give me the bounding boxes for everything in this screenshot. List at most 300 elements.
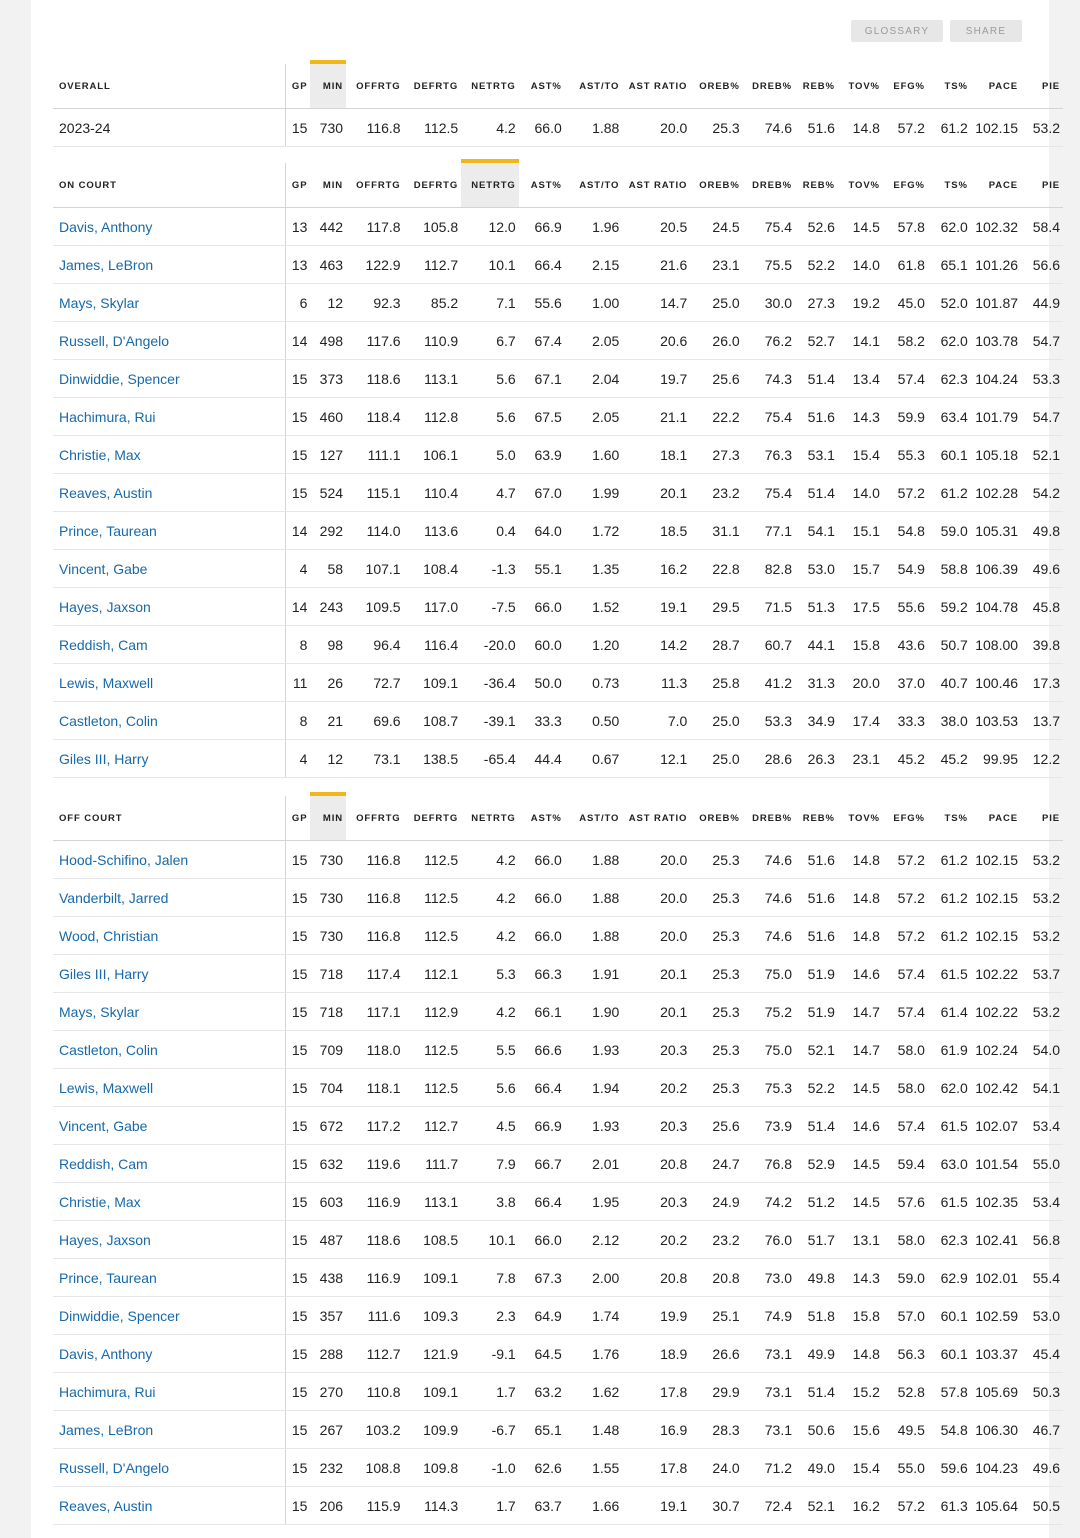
- stat-cell: 498: [310, 322, 346, 360]
- stat-cell: 4.7: [461, 474, 519, 512]
- stat-cell: 25.3: [690, 1031, 742, 1069]
- player-link[interactable]: Hachimura, Rui: [59, 408, 156, 425]
- player-cell: [53, 398, 285, 436]
- stat-cell: 64.0: [519, 512, 565, 550]
- player-link[interactable]: Castleton, Colin: [59, 1041, 158, 1058]
- player-link[interactable]: Castleton, Colin: [59, 712, 158, 729]
- column-header-pace[interactable]: PACE: [971, 62, 1021, 109]
- stat-cell: 110.9: [404, 322, 462, 360]
- stat-cell: 1.99: [565, 474, 623, 512]
- stat-cell: 61.5: [928, 955, 971, 993]
- on-court-table: [53, 159, 1060, 778]
- stat-cell: 55.0: [1021, 1145, 1063, 1183]
- stat-cell: 51.8: [795, 1297, 838, 1335]
- stat-cell: 15: [285, 474, 310, 512]
- player-link[interactable]: Prince, Taurean: [59, 522, 157, 539]
- column-header-defrtg[interactable]: DEFRTG: [404, 161, 462, 208]
- column-header-pie[interactable]: PIE: [1021, 794, 1063, 841]
- stat-cell: 25.3: [690, 955, 742, 993]
- player-link[interactable]: Russell, D'Angelo: [59, 1459, 170, 1476]
- stat-cell: 63.7: [519, 1487, 565, 1525]
- stat-cell: 14.7: [838, 1031, 883, 1069]
- stat-cell: 8: [285, 702, 310, 740]
- stat-cell: 1.88: [565, 879, 623, 917]
- stat-cell: 53.2: [1021, 917, 1063, 955]
- stat-cell: 14.2: [622, 626, 690, 664]
- stat-cell: 51.4: [795, 474, 838, 512]
- column-header-dreb-pct[interactable]: DREB%: [743, 62, 795, 109]
- stat-cell: 2.04: [565, 360, 623, 398]
- stat-cell: 75.0: [743, 955, 795, 993]
- column-header-dreb-pct[interactable]: DREB%: [743, 794, 795, 841]
- player-cell: [53, 1373, 285, 1411]
- player-link[interactable]: Davis, Anthony: [59, 1345, 153, 1362]
- stat-cell: 704: [310, 1069, 346, 1107]
- player-cell: [53, 436, 285, 474]
- stat-cell: 55.3: [883, 436, 928, 474]
- column-header-defrtg[interactable]: DEFRTG: [404, 794, 462, 841]
- player-link[interactable]: Vincent, Gabe: [59, 560, 148, 577]
- stat-cell: 62.9: [928, 1259, 971, 1297]
- column-header-tov-pct[interactable]: TOV%: [838, 161, 883, 208]
- stat-cell: 20.0: [622, 841, 690, 879]
- stat-cell: 51.2: [795, 1183, 838, 1221]
- stat-cell: -7.5: [461, 588, 519, 626]
- stat-cell: 53.2: [1021, 879, 1063, 917]
- table-row: [53, 702, 1063, 740]
- player-cell: [53, 1107, 285, 1145]
- stat-cell: 116.9: [346, 1183, 404, 1221]
- stat-cell: 102.59: [971, 1297, 1021, 1335]
- player-cell: [53, 512, 285, 550]
- stat-cell: 1.52: [565, 588, 623, 626]
- table-row: [53, 1183, 1063, 1221]
- stat-cell: 119.6: [346, 1145, 404, 1183]
- stat-cell: 632: [310, 1145, 346, 1183]
- stat-cell: 12: [310, 740, 346, 778]
- column-header-oreb-pct[interactable]: OREB%: [690, 161, 742, 208]
- player-link[interactable]: Giles III, Harry: [59, 965, 149, 982]
- column-header-offrtg[interactable]: OFFRTG: [346, 161, 404, 208]
- column-header-ast-pct[interactable]: AST%: [519, 62, 565, 109]
- column-header-ast-ratio[interactable]: AST RATIO: [622, 794, 690, 841]
- stat-cell: 44.1: [795, 626, 838, 664]
- column-header-ast-to[interactable]: AST/TO: [565, 62, 623, 109]
- stat-cell: 109.1: [404, 664, 462, 702]
- player-link[interactable]: Hachimura, Rui: [59, 1383, 156, 1400]
- stat-cell: 52.2: [795, 246, 838, 284]
- stat-cell: 1.91: [565, 955, 623, 993]
- column-header-gp[interactable]: GP: [285, 161, 310, 208]
- stat-cell: 118.0: [346, 1031, 404, 1069]
- stat-cell: 1.20: [565, 626, 623, 664]
- stat-cell: 7.0: [622, 702, 690, 740]
- stat-cell: 74.9: [743, 1297, 795, 1335]
- player-link[interactable]: Reaves, Austin: [59, 1497, 153, 1514]
- stat-cell: 5.6: [461, 398, 519, 436]
- stat-cell: 108.7: [404, 702, 462, 740]
- stat-cell: 1.93: [565, 1031, 623, 1069]
- column-header-netrtg[interactable]: NETRTG: [461, 161, 519, 208]
- stat-cell: 718: [310, 955, 346, 993]
- stat-cell: 2.05: [565, 322, 623, 360]
- stat-cell: 14.0: [838, 246, 883, 284]
- column-header-oreb-pct[interactable]: OREB%: [690, 794, 742, 841]
- player-link[interactable]: James, LeBron: [59, 256, 154, 273]
- stat-cell: 19.2: [838, 284, 883, 322]
- stat-cell: 101.79: [971, 398, 1021, 436]
- stat-cell: 72.4: [743, 1487, 795, 1525]
- stat-cell: 460: [310, 398, 346, 436]
- column-header-pie[interactable]: PIE: [1021, 62, 1063, 109]
- player-link[interactable]: Lewis, Maxwell: [59, 1079, 154, 1096]
- stat-cell: 13.1: [838, 1221, 883, 1259]
- stat-cell: 75.2: [743, 993, 795, 1031]
- stat-cell: 4.2: [461, 993, 519, 1031]
- stat-cell: 2.00: [565, 1259, 623, 1297]
- stat-cell: 15: [285, 1335, 310, 1373]
- stat-cell: 69.6: [346, 702, 404, 740]
- stat-cell: 14.7: [838, 993, 883, 1031]
- stat-cell: 15: [285, 1221, 310, 1259]
- stat-cell: 15: [285, 1449, 310, 1487]
- column-header-ast-ratio[interactable]: AST RATIO: [622, 161, 690, 208]
- stat-cell: 102.24: [971, 1031, 1021, 1069]
- player-link[interactable]: Wood, Christian: [59, 927, 159, 944]
- column-header-min[interactable]: MIN: [310, 62, 346, 109]
- stat-cell: 2.05: [565, 398, 623, 436]
- glossary-button[interactable]: GLOSSARY: [851, 20, 943, 42]
- stat-cell: 25.0: [690, 284, 742, 322]
- stat-cell: 20.0: [622, 917, 690, 955]
- stat-cell: 15: [285, 1145, 310, 1183]
- player-link[interactable]: Mays, Skylar: [59, 294, 140, 311]
- stat-cell: 31.1: [690, 512, 742, 550]
- stat-cell: 15.4: [838, 436, 883, 474]
- stat-cell: 66.9: [519, 208, 565, 246]
- stat-cell: 54.8: [883, 512, 928, 550]
- column-header-ast-to[interactable]: AST/TO: [565, 161, 623, 208]
- player-link[interactable]: Reddish, Cam: [59, 1155, 148, 1172]
- stat-cell: 46.7: [1021, 1411, 1063, 1449]
- table-row: [53, 879, 1063, 917]
- stat-cell: 15: [285, 1297, 310, 1335]
- column-header-pace[interactable]: PACE: [971, 794, 1021, 841]
- stat-cell: 110.4: [404, 474, 462, 512]
- stat-cell: 76.2: [743, 322, 795, 360]
- stat-cell: 730: [310, 879, 346, 917]
- stat-cell: 25.6: [690, 1107, 742, 1145]
- column-header-efg-pct[interactable]: EFG%: [883, 161, 928, 208]
- column-header-ts-pct[interactable]: TS%: [928, 794, 971, 841]
- column-header-ast-pct[interactable]: AST%: [519, 794, 565, 841]
- stat-cell: 64.5: [519, 1335, 565, 1373]
- stat-cell: 75.4: [743, 208, 795, 246]
- player-link[interactable]: Vincent, Gabe: [59, 1117, 148, 1134]
- player-cell: [53, 1183, 285, 1221]
- stat-cell: 105.31: [971, 512, 1021, 550]
- stat-cell: 49.5: [883, 1411, 928, 1449]
- column-header-netrtg[interactable]: NETRTG: [461, 794, 519, 841]
- stat-cell: 52.9: [795, 1145, 838, 1183]
- stat-cell: 270: [310, 1373, 346, 1411]
- stat-cell: 53.3: [1021, 360, 1063, 398]
- column-header-tov-pct[interactable]: TOV%: [838, 62, 883, 109]
- column-header-min[interactable]: MIN: [310, 161, 346, 208]
- stat-cell: 14.6: [838, 1107, 883, 1145]
- column-header-defrtg[interactable]: DEFRTG: [404, 62, 462, 109]
- player-link[interactable]: Reddish, Cam: [59, 636, 148, 653]
- column-header-efg-pct[interactable]: EFG%: [883, 62, 928, 109]
- stat-cell: 1.62: [565, 1373, 623, 1411]
- column-header-reb-pct[interactable]: REB%: [795, 794, 838, 841]
- stat-cell: 105.64: [971, 1487, 1021, 1525]
- stat-cell: 25.8: [690, 664, 742, 702]
- stat-cell: 15: [285, 1107, 310, 1145]
- column-header-efg-pct[interactable]: EFG%: [883, 794, 928, 841]
- stat-cell: 52.6: [795, 208, 838, 246]
- stat-cell: 13.4: [838, 360, 883, 398]
- stat-cell: 53.0: [1021, 1297, 1063, 1335]
- stat-cell: 111.1: [346, 436, 404, 474]
- stat-cell: 73.1: [743, 1373, 795, 1411]
- stat-cell: 15: [285, 917, 310, 955]
- stat-cell: 112.5: [404, 841, 462, 879]
- stat-cell: -65.4: [461, 740, 519, 778]
- stat-cell: 51.4: [795, 1373, 838, 1411]
- player-cell: [53, 1487, 285, 1525]
- column-header-ts-pct[interactable]: TS%: [928, 62, 971, 109]
- stat-cell: 59.9: [883, 398, 928, 436]
- stat-cell: 113.1: [404, 360, 462, 398]
- stat-cell: 49.8: [795, 1259, 838, 1297]
- column-header-gp[interactable]: GP: [285, 62, 310, 109]
- stat-cell: 109.5: [346, 588, 404, 626]
- stat-cell: 5.5: [461, 1031, 519, 1069]
- stat-cell: 76.0: [743, 1221, 795, 1259]
- stat-cell: -1.0: [461, 1449, 519, 1487]
- player-link[interactable]: Davis, Anthony: [59, 218, 153, 235]
- stat-cell: 53.0: [795, 550, 838, 588]
- stat-cell: 104.23: [971, 1449, 1021, 1487]
- table-row: [53, 841, 1063, 879]
- column-header-tov-pct[interactable]: TOV%: [838, 794, 883, 841]
- stat-cell: 30.7: [690, 1487, 742, 1525]
- stat-cell: 1.35: [565, 550, 623, 588]
- player-link[interactable]: Reaves, Austin: [59, 484, 153, 501]
- stat-cell: 5.0: [461, 436, 519, 474]
- stat-cell: 718: [310, 993, 346, 1031]
- stat-cell: 109.3: [404, 1297, 462, 1335]
- stat-cell: 102.32: [971, 208, 1021, 246]
- table-row: [53, 550, 1063, 588]
- player-link[interactable]: Dinwiddie, Spencer: [59, 370, 180, 387]
- stats-table: [53, 60, 1063, 147]
- stat-cell: 106.1: [404, 436, 462, 474]
- column-header-ast-ratio[interactable]: AST RATIO: [622, 62, 690, 109]
- stat-cell: 15: [285, 1487, 310, 1525]
- stat-cell: 61.8: [883, 246, 928, 284]
- column-header-oreb-pct[interactable]: OREB%: [690, 62, 742, 109]
- player-cell: [53, 474, 285, 512]
- stat-cell: 14.5: [838, 1145, 883, 1183]
- stat-cell: 25.1: [690, 1297, 742, 1335]
- stat-cell: 14.0: [838, 474, 883, 512]
- overall-table: [53, 60, 1060, 147]
- stat-cell: 51.6: [795, 841, 838, 879]
- stat-cell: 53.1: [795, 436, 838, 474]
- stat-cell: 10.1: [461, 246, 519, 284]
- stat-cell: 15: [285, 398, 310, 436]
- stat-cell: 13: [285, 246, 310, 284]
- stat-cell: 25.0: [690, 702, 742, 740]
- stat-cell: 23.1: [690, 246, 742, 284]
- column-header-netrtg[interactable]: NETRTG: [461, 62, 519, 109]
- column-header-offrtg[interactable]: OFFRTG: [346, 794, 404, 841]
- stat-cell: 1.7: [461, 1487, 519, 1525]
- player-link[interactable]: Prince, Taurean: [59, 1269, 157, 1286]
- column-header-dreb-pct[interactable]: DREB%: [743, 161, 795, 208]
- stat-cell: 51.6: [795, 917, 838, 955]
- stat-cell: 63.2: [519, 1373, 565, 1411]
- stat-cell: 118.6: [346, 360, 404, 398]
- stat-cell: 101.54: [971, 1145, 1021, 1183]
- stat-cell: 50.5: [1021, 1487, 1063, 1525]
- column-header-ts-pct[interactable]: TS%: [928, 161, 971, 208]
- player-link[interactable]: Christie, Max: [59, 446, 141, 463]
- player-link[interactable]: Hayes, Jaxson: [59, 598, 151, 615]
- table-row: [53, 1373, 1063, 1411]
- stat-cell: 62.3: [928, 360, 971, 398]
- stat-cell: 109.8: [404, 1449, 462, 1487]
- stat-cell: 20.8: [622, 1145, 690, 1183]
- stat-cell: 66.7: [519, 1145, 565, 1183]
- stat-cell: 60.1: [928, 436, 971, 474]
- stats-card: [31, 0, 1060, 1538]
- stat-cell: 115.1: [346, 474, 404, 512]
- stat-cell: 112.9: [404, 993, 462, 1031]
- player-link[interactable]: Vanderbilt, Jarred: [59, 889, 169, 906]
- column-header-ast-pct[interactable]: AST%: [519, 161, 565, 208]
- stat-cell: 53.7: [1021, 955, 1063, 993]
- stat-cell: 64.9: [519, 1297, 565, 1335]
- table-row: [53, 284, 1063, 322]
- stat-cell: 59.0: [928, 512, 971, 550]
- stat-cell: 12.1: [622, 740, 690, 778]
- stat-cell: 52.1: [1021, 436, 1063, 474]
- player-link[interactable]: Hood-Schifino, Jalen: [59, 851, 189, 868]
- stat-cell: 373: [310, 360, 346, 398]
- stat-cell: 57.4: [883, 1107, 928, 1145]
- table-row: [53, 322, 1063, 360]
- stat-cell: 45.2: [883, 740, 928, 778]
- player-link[interactable]: Christie, Max: [59, 1193, 141, 1210]
- stat-cell: 20.2: [622, 1221, 690, 1259]
- stat-cell: 463: [310, 246, 346, 284]
- stat-cell: 54.0: [1021, 1031, 1063, 1069]
- stat-cell: -36.4: [461, 664, 519, 702]
- stat-cell: 1.48: [565, 1411, 623, 1449]
- stat-cell: 57.2: [883, 917, 928, 955]
- column-header-gp[interactable]: GP: [285, 794, 310, 841]
- player-cell: [53, 1297, 285, 1335]
- stat-cell: 53.2: [1021, 993, 1063, 1031]
- column-header-pie[interactable]: PIE: [1021, 161, 1063, 208]
- column-header-reb-pct[interactable]: REB%: [795, 62, 838, 109]
- player-link[interactable]: James, LeBron: [59, 1421, 154, 1438]
- stat-cell: 54.1: [795, 512, 838, 550]
- stat-cell: 15.8: [838, 1297, 883, 1335]
- stat-cell: 67.3: [519, 1259, 565, 1297]
- stat-cell: 1.74: [565, 1297, 623, 1335]
- stat-cell: 51.3: [795, 588, 838, 626]
- stat-cell: 109.1: [404, 1373, 462, 1411]
- stat-cell: 3.8: [461, 1183, 519, 1221]
- stat-cell: 61.5: [928, 1183, 971, 1221]
- toolbar: [851, 20, 1022, 42]
- stat-cell: 14.7: [622, 284, 690, 322]
- share-button[interactable]: SHARE: [950, 20, 1022, 42]
- player-link[interactable]: Russell, D'Angelo: [59, 332, 170, 349]
- stat-cell: 4: [285, 740, 310, 778]
- stat-cell: 20.3: [622, 1183, 690, 1221]
- stat-cell: 26: [310, 664, 346, 702]
- stat-cell: 730: [310, 109, 346, 147]
- stat-cell: 1.90: [565, 993, 623, 1031]
- player-link[interactable]: Dinwiddie, Spencer: [59, 1307, 180, 1324]
- column-header-ast-to[interactable]: AST/TO: [565, 794, 623, 841]
- player-link[interactable]: Lewis, Maxwell: [59, 674, 154, 691]
- stat-cell: 59.4: [883, 1145, 928, 1183]
- stat-cell: 20.1: [622, 993, 690, 1031]
- stat-cell: 1.76: [565, 1335, 623, 1373]
- player-cell: [53, 626, 285, 664]
- stat-cell: 25.3: [690, 879, 742, 917]
- player-link[interactable]: Mays, Skylar: [59, 1003, 140, 1020]
- stat-cell: 28.6: [743, 740, 795, 778]
- stat-cell: 442: [310, 208, 346, 246]
- player-cell: [53, 550, 285, 588]
- stat-cell: 4: [285, 550, 310, 588]
- player-cell: [53, 841, 285, 879]
- stat-cell: 39.8: [1021, 626, 1063, 664]
- stat-cell: 66.0: [519, 109, 565, 147]
- stat-cell: 56.8: [1021, 1221, 1063, 1259]
- player-link[interactable]: Hayes, Jaxson: [59, 1231, 151, 1248]
- stat-cell: 15.6: [838, 1411, 883, 1449]
- stat-cell: 66.4: [519, 1183, 565, 1221]
- player-cell: [53, 1411, 285, 1449]
- stat-cell: 7.1: [461, 284, 519, 322]
- column-header-min[interactable]: MIN: [310, 794, 346, 841]
- stat-cell: 102.15: [971, 917, 1021, 955]
- table-row: [53, 1487, 1063, 1525]
- stat-cell: 112.5: [404, 1069, 462, 1107]
- stat-cell: 23.2: [690, 1221, 742, 1259]
- column-header-offrtg[interactable]: OFFRTG: [346, 62, 404, 109]
- stat-cell: 14: [285, 322, 310, 360]
- stat-cell: 61.2: [928, 474, 971, 512]
- stat-cell: 117.8: [346, 208, 404, 246]
- stat-cell: 13: [285, 208, 310, 246]
- column-header-pace[interactable]: PACE: [971, 161, 1021, 208]
- player-link[interactable]: Giles III, Harry: [59, 750, 149, 767]
- stat-cell: 102.07: [971, 1107, 1021, 1145]
- stat-cell: 20.6: [622, 322, 690, 360]
- column-header-reb-pct[interactable]: REB%: [795, 161, 838, 208]
- stat-cell: 288: [310, 1335, 346, 1373]
- stat-cell: 116.4: [404, 626, 462, 664]
